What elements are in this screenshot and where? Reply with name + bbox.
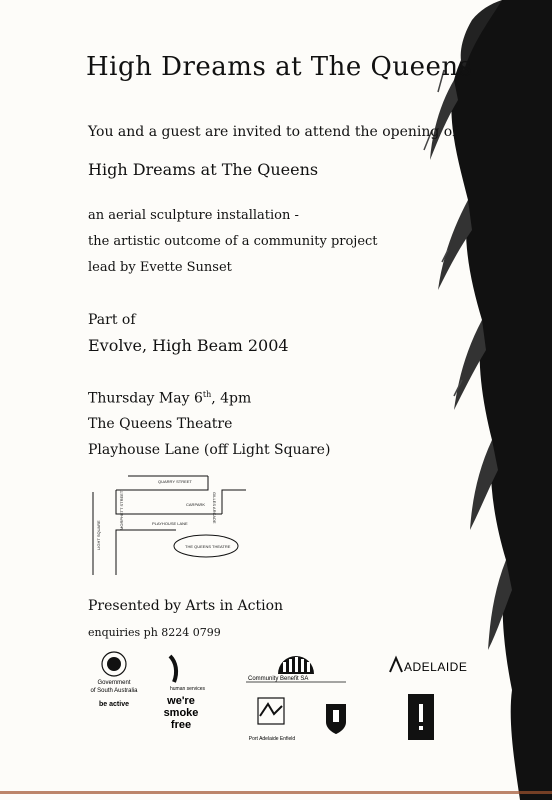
enquiries: enquiries ph 8224 0799 bbox=[88, 626, 221, 639]
event-address: Playhouse Lane (off Light Square) bbox=[88, 442, 331, 458]
description-line-2: the artistic outcome of a community project bbox=[88, 234, 378, 249]
space-theatre-logo bbox=[406, 688, 436, 746]
community-benefit-logo bbox=[242, 648, 350, 690]
date-suffix: , 4pm bbox=[211, 390, 252, 407]
description-line-3: lead by Evette Sunset bbox=[88, 260, 232, 275]
event-date bbox=[88, 390, 251, 407]
human-services-text: human services bbox=[170, 686, 206, 692]
festival-name: Evolve, High Beam 2004 bbox=[88, 336, 289, 355]
adelaide-text: ADELAIDE bbox=[404, 660, 468, 674]
date-superscript: th bbox=[202, 390, 212, 399]
part-of-label: Part of bbox=[88, 312, 136, 328]
smoke-free-line-1: we're bbox=[167, 695, 195, 707]
city-crest-logo bbox=[322, 700, 350, 742]
smoke-free-logo bbox=[150, 652, 212, 732]
smoke-free-line-3: free bbox=[170, 719, 192, 731]
bottom-rule bbox=[0, 791, 552, 794]
map-label-light-square: LIGHT SQUARE bbox=[96, 520, 101, 550]
community-benefit-text: Community Benefit SA bbox=[248, 676, 309, 682]
adelaide-logo bbox=[388, 654, 468, 676]
map-label-gilles-arcade: GILLES ARCADE bbox=[212, 492, 217, 524]
smoke-free-line-2: smoke bbox=[163, 707, 199, 719]
brush-stroke-artwork bbox=[402, 0, 552, 800]
location-map bbox=[88, 470, 288, 580]
gov-line-1: Government bbox=[97, 680, 131, 686]
event-name: High Dreams at The Queens bbox=[88, 160, 319, 179]
map-label-carpark: CARPARK bbox=[186, 502, 206, 507]
map-label-quarry-street: QUARRY STREET bbox=[158, 479, 192, 484]
map-label-playhouse-lane: PLAYHOUSE LANE bbox=[152, 521, 188, 526]
map-label-morphett-street: MORPHETT STREET bbox=[119, 490, 124, 530]
be-active-text: be active bbox=[99, 701, 129, 708]
page-title: High Dreams at The Queens bbox=[86, 52, 473, 82]
description-line-1: an aerial sculpture installation - bbox=[88, 208, 299, 223]
port-adelaide-enfield-logo bbox=[244, 696, 300, 744]
event-venue: The Queens Theatre bbox=[88, 416, 233, 432]
port-adelaide-text: Port Adelaide Enfield bbox=[248, 736, 296, 742]
presented-by: Presented by Arts in Action bbox=[88, 598, 284, 614]
government-sa-logo bbox=[82, 650, 146, 712]
gov-line-2: of South Australia bbox=[90, 688, 138, 694]
map-label-theatre: THE QUEENS THEATRE bbox=[185, 544, 231, 549]
date-prefix: Thursday May 6 bbox=[88, 390, 203, 407]
invitation-line: You and a guest are invited to attend the opening of bbox=[88, 124, 458, 140]
